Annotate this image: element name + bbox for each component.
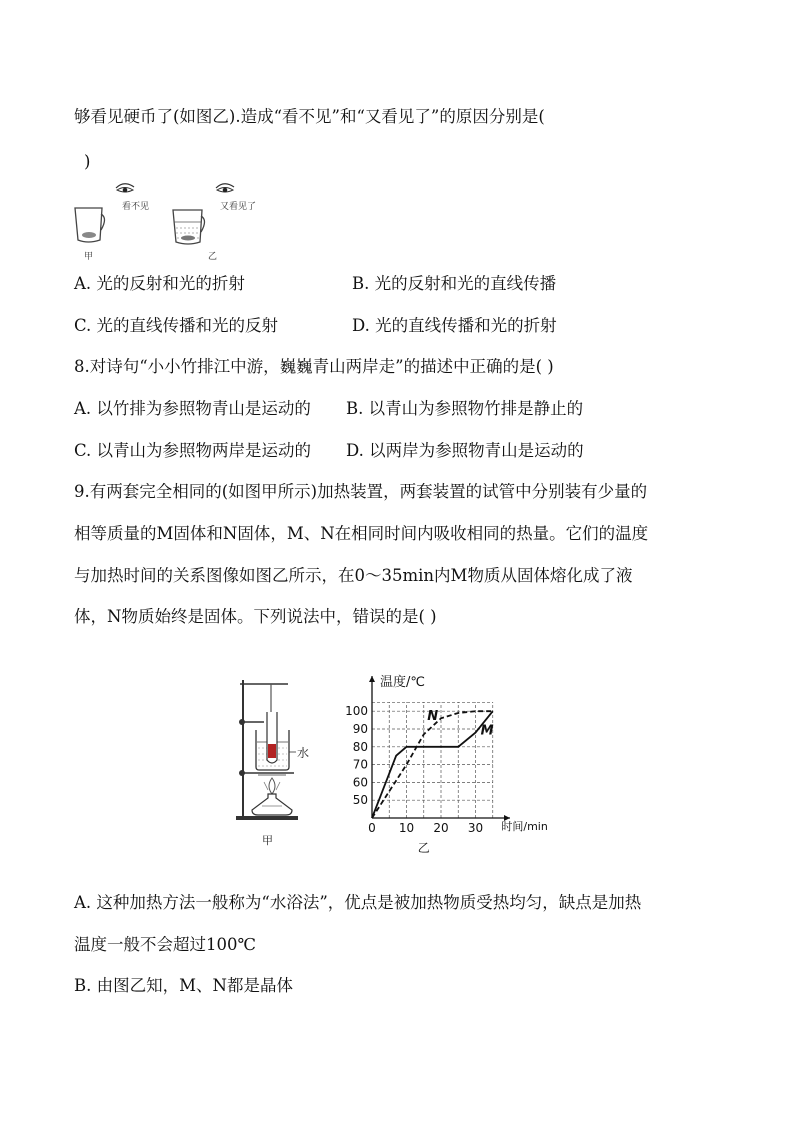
q9-option-a-line2: 温度一般不会超过100℃ (74, 935, 256, 954)
y-axis-arrow (369, 676, 375, 682)
x-tick-label: 20 (433, 821, 449, 835)
temperature-time-chart (345, 668, 560, 858)
fig-label-a: 看不见 (122, 202, 150, 212)
q7-stem-line2: ) (84, 152, 91, 171)
q7-option-b: B. 光的反射和光的直线传播 (352, 274, 557, 293)
cup-a (75, 208, 105, 242)
q9-option-b: B. 由图乙知，M、N都是晶体 (74, 976, 293, 995)
x-tick-label: 10 (398, 821, 415, 835)
series-label-M: M (480, 723, 494, 739)
q7-stem-line1: 够看见硬币了(如图乙).造成“看不见”和“又看见了”的原因分别是( (74, 107, 545, 126)
x-axis-label: 时间/min (501, 820, 548, 833)
eye-icon (116, 184, 134, 193)
heating-apparatus-figure (228, 672, 328, 852)
water-label: 水 (297, 746, 310, 760)
fig-label-b: 又看见了 (220, 202, 257, 212)
eye-icon (216, 184, 234, 193)
fig-caption-a: 甲 (84, 252, 94, 262)
q7-option-d: D. 光的直线传播和光的折射 (352, 316, 557, 335)
q8-option-d: D. 以两岸为参照物青山是运动的 (346, 441, 584, 460)
q8-option-a: A. 以竹排为参照物青山是运动的 (74, 399, 311, 418)
x-tick-label: 30 (467, 821, 484, 835)
y-tick-label: 50 (352, 793, 368, 808)
y-tick-label: 90 (352, 722, 368, 736)
q8-stem: 8.对诗句“小小竹排江中游，巍巍青山两岸走”的描述中正确的是( ) (74, 357, 554, 376)
q8-option-b: B. 以青山为参照物竹排是静止的 (346, 399, 584, 418)
x-tick-label: 0 (368, 821, 376, 835)
y-axis-label: 温度/℃ (380, 675, 425, 690)
q9-stem-line2: 相等质量的M固体和N固体，M、N在相同时间内吸收相同的热量。它们的温度 (74, 524, 649, 543)
fig-a-caption: 甲 (262, 834, 273, 847)
chart-caption: 乙 (417, 841, 430, 855)
series-label-N: N (427, 709, 439, 725)
q9-stem-line4: 体，N物质始终是固体。下列说法中，错误的是( ) (74, 607, 437, 626)
fig-caption-b: 乙 (208, 252, 218, 262)
q9-stem-line3: 与加热时间的关系图像如图乙所示，在0～35min内M物质从固体熔化成了液 (74, 566, 633, 585)
y-tick-label: 60 (352, 775, 368, 790)
q7-figure (70, 176, 270, 262)
q7-option-a: A. 光的反射和光的折射 (74, 274, 245, 293)
y-tick-label: 100 (345, 704, 368, 719)
q9-option-a-line1: A. 这种加热方法一般称为“水浴法”，优点是被加热物质受热均匀，缺点是加热 (74, 893, 642, 912)
cup-b (173, 210, 205, 244)
q9-stem-line1: 9.有两套完全相同的(如图甲所示)加热装置，两套装置的试管中分别装有少量的 (74, 482, 648, 501)
y-tick-label: 70 (352, 757, 368, 772)
q8-option-c: C. 以青山为参照物两岸是运动的 (74, 441, 312, 460)
q7-option-c: C. 光的直线传播和光的反射 (74, 316, 279, 335)
y-tick-label: 80 (352, 739, 368, 754)
